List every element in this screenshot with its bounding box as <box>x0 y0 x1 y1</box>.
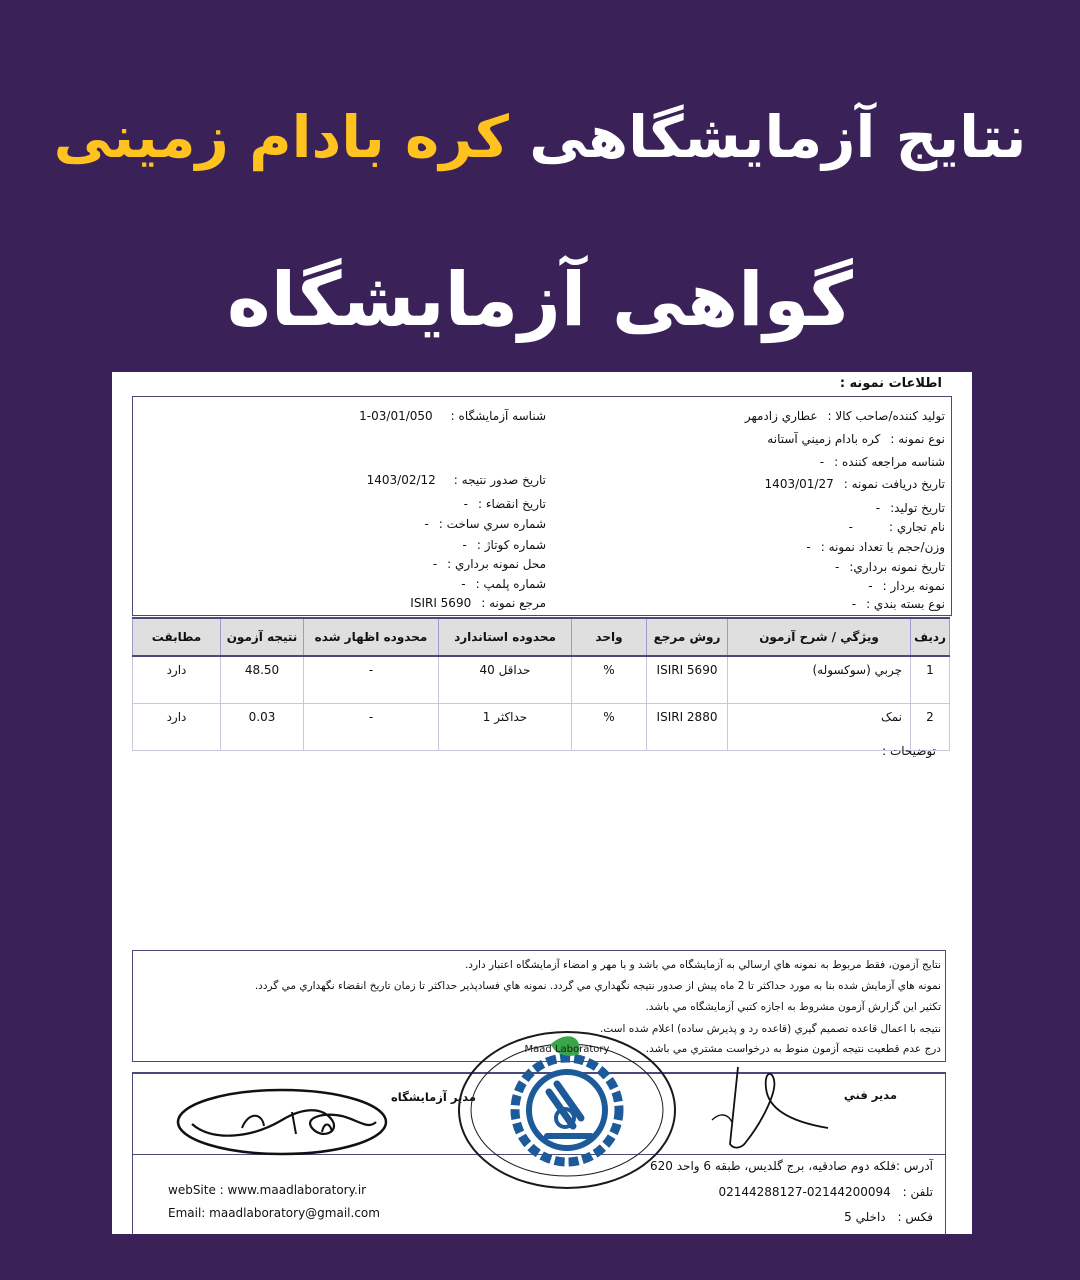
fax-value: داخلي 5 <box>844 1210 886 1224</box>
info-seal-number <box>461 577 546 591</box>
lab-manager-label: مدير آزمايشگاه <box>391 1090 477 1104</box>
term-line: نتيجه با اعمال قاعده تصميم گيري (قاعده رد و پذيرش ساده) اعلام شده است. <box>600 1023 941 1035</box>
info-value: - <box>819 455 825 469</box>
cell-description: نمک <box>728 704 911 751</box>
term-line: تکثير اين گزارش آزمون مشروط به اجازه کتبي آزمايشگاه مي باشد. <box>645 1001 941 1013</box>
info-value: - <box>835 560 840 574</box>
info-value: کره بادام زميني آستانه <box>767 432 881 446</box>
info-sampler <box>868 579 945 593</box>
col-header-standard-range: محدوده استاندارد <box>439 618 572 656</box>
info-value: - <box>806 540 811 554</box>
headline-title-accent: کره بادام زمینی <box>53 103 510 171</box>
info-label: تاریخ انقضاء : <box>478 497 546 511</box>
table-row <box>133 704 950 751</box>
info-cotage-number <box>463 538 546 552</box>
cell-declared-range: - <box>304 704 439 751</box>
cell-compliance: دارد <box>133 656 221 704</box>
info-value: - <box>848 520 853 534</box>
cell-method: ISIRI 2880 <box>647 704 728 751</box>
notes-label: توضيحات : <box>882 744 936 758</box>
technical-manager-signature <box>702 1062 832 1157</box>
info-lab-id <box>359 409 546 423</box>
info-expiry-date <box>464 497 546 511</box>
info-weight <box>806 540 945 554</box>
email-text: Email: maadlaboratory@gmail.com <box>168 1206 380 1220</box>
info-label: نوع بسته بندي : <box>866 597 945 611</box>
col-header-row-number: رديف <box>911 618 950 656</box>
term-line: درج عدم قطعيت نتيجه آزمون منوط به درخواست مشتري مي باشد. <box>645 1043 941 1055</box>
phone-value: 02144200094-02144288127 <box>718 1185 891 1199</box>
fax-row <box>844 1210 933 1224</box>
info-label: وزن/حجم یا تعداد نمونه : <box>820 540 945 554</box>
info-label: تاریخ تولید: <box>890 501 945 515</box>
lab-certificate <box>112 372 972 1234</box>
info-value: 03/01/050-1 <box>359 409 433 423</box>
cell-method: ISIRI 5690 <box>647 656 728 704</box>
term-line: نتايج آزمون، فقط مربوط به نمونه هاي ارسالي به آزمايشگاه مي باشد و با مهر و امضاء آزمايشگاه اعتبار دارد. <box>464 959 941 971</box>
info-package-type <box>852 597 945 611</box>
cell-row-number: 1 <box>911 656 950 704</box>
cell-standard-range: حداقل 40 <box>439 656 572 704</box>
info-sample-type <box>767 432 945 446</box>
cell-unit: % <box>572 656 647 704</box>
cell-row-number: 2 <box>911 704 950 751</box>
info-label: نمونه بردار : <box>882 579 945 593</box>
fax-label: فکس : <box>897 1210 933 1224</box>
cell-declared-range: - <box>304 656 439 704</box>
info-label: تاریخ نمونه برداري: <box>849 560 945 574</box>
lab-stamp <box>447 1022 687 1192</box>
technical-manager-label: مدير فني <box>843 1088 897 1102</box>
cell-compliance: دارد <box>133 704 221 751</box>
info-label: تاریخ صدور نتيجه : <box>453 473 546 487</box>
headline-subtitle: گواهی آزمایشگاه <box>227 257 853 343</box>
info-label: شناسه آزمايشگاه : <box>450 409 546 423</box>
info-sampling-date <box>835 560 945 574</box>
col-header-description: ويژگي / شرح آزمون <box>728 618 911 656</box>
info-value: - <box>424 517 429 531</box>
sample-info-box <box>132 396 952 616</box>
info-value: عطاري زادمهر <box>744 409 818 423</box>
phone-row <box>718 1185 933 1199</box>
info-production-date <box>876 501 945 515</box>
info-issue-date <box>367 473 546 487</box>
info-brand <box>849 520 945 534</box>
col-header-declared-range: محدوده اظهار شده <box>304 618 439 656</box>
results-table <box>132 617 950 751</box>
info-value: 1403/02/12 <box>366 473 436 487</box>
info-label: محل نمونه برداري : <box>447 557 546 571</box>
info-value: - <box>461 577 466 591</box>
headline-title-part1: نتایج آزمایشگاهی <box>529 103 1027 171</box>
info-sampling-place <box>433 557 546 571</box>
info-value: - <box>851 597 857 611</box>
cell-standard-range: حداکثر 1 <box>439 704 572 751</box>
info-label: تاریخ دریافت نمونه : <box>843 477 945 491</box>
cell-unit: % <box>572 704 647 751</box>
info-label: مرجع نمونه : <box>481 596 546 610</box>
address-text: آدرس :فلکه دوم صادقيه، برج گلديس، طبقه 6 واحد 620 <box>650 1159 933 1173</box>
info-label: تولید کننده/صاحب کالا : <box>827 409 945 423</box>
info-client-id <box>820 455 945 469</box>
term-line: نمونه هاي آزمايش شده بنا به مورد حداکثر تا 2 ماه پيش از صدور نتيجه نگهداري مي گردد. نمونه هاي فسادپذير حداکثر تا زمان تاريخ انقضاء نگهداري مي گردد. <box>254 980 941 992</box>
info-value: ISIRI 5690 <box>410 596 472 610</box>
info-value: - <box>463 497 468 511</box>
lab-manager-signature <box>172 1082 392 1162</box>
phone-label: تلفن : <box>902 1185 933 1199</box>
info-value: - <box>868 579 873 593</box>
info-batch-number <box>424 517 546 531</box>
info-value: 1403/01/27 <box>764 477 834 491</box>
info-producer <box>745 409 945 423</box>
info-label: نوع نمونه : <box>890 432 945 446</box>
col-header-result: نتيجه آزمون <box>221 618 304 656</box>
info-value: - <box>432 557 438 571</box>
info-received-date <box>765 477 945 491</box>
info-label: شماره سري ساخت : <box>438 517 546 531</box>
website-text: webSite : www.maadlaboratory.ir <box>168 1183 367 1197</box>
info-label: شماره کوتاژ : <box>476 538 546 552</box>
info-sample-reference <box>410 596 546 610</box>
col-header-unit: واحد <box>572 618 647 656</box>
cell-result: 0.03 <box>221 704 304 751</box>
info-label: شناسه مراجعه کننده : <box>834 455 945 469</box>
col-header-compliance: مطابقت <box>133 618 221 656</box>
table-row <box>133 656 950 704</box>
info-value: - <box>875 501 881 515</box>
col-header-method: روش مرجع <box>647 618 728 656</box>
cell-result: 48.50 <box>221 656 304 704</box>
cell-description: چربي (سوکسوله) <box>728 656 911 704</box>
stamp-text: Maad Laboratory <box>524 1044 610 1055</box>
section-title: اطلاعات نمونه : <box>839 376 942 391</box>
headline-title <box>0 92 1080 182</box>
info-label: نام تجاري : <box>888 520 945 534</box>
info-label: شماره پلمپ : <box>475 577 546 591</box>
info-value: - <box>462 538 467 552</box>
table-header-row <box>133 618 950 656</box>
